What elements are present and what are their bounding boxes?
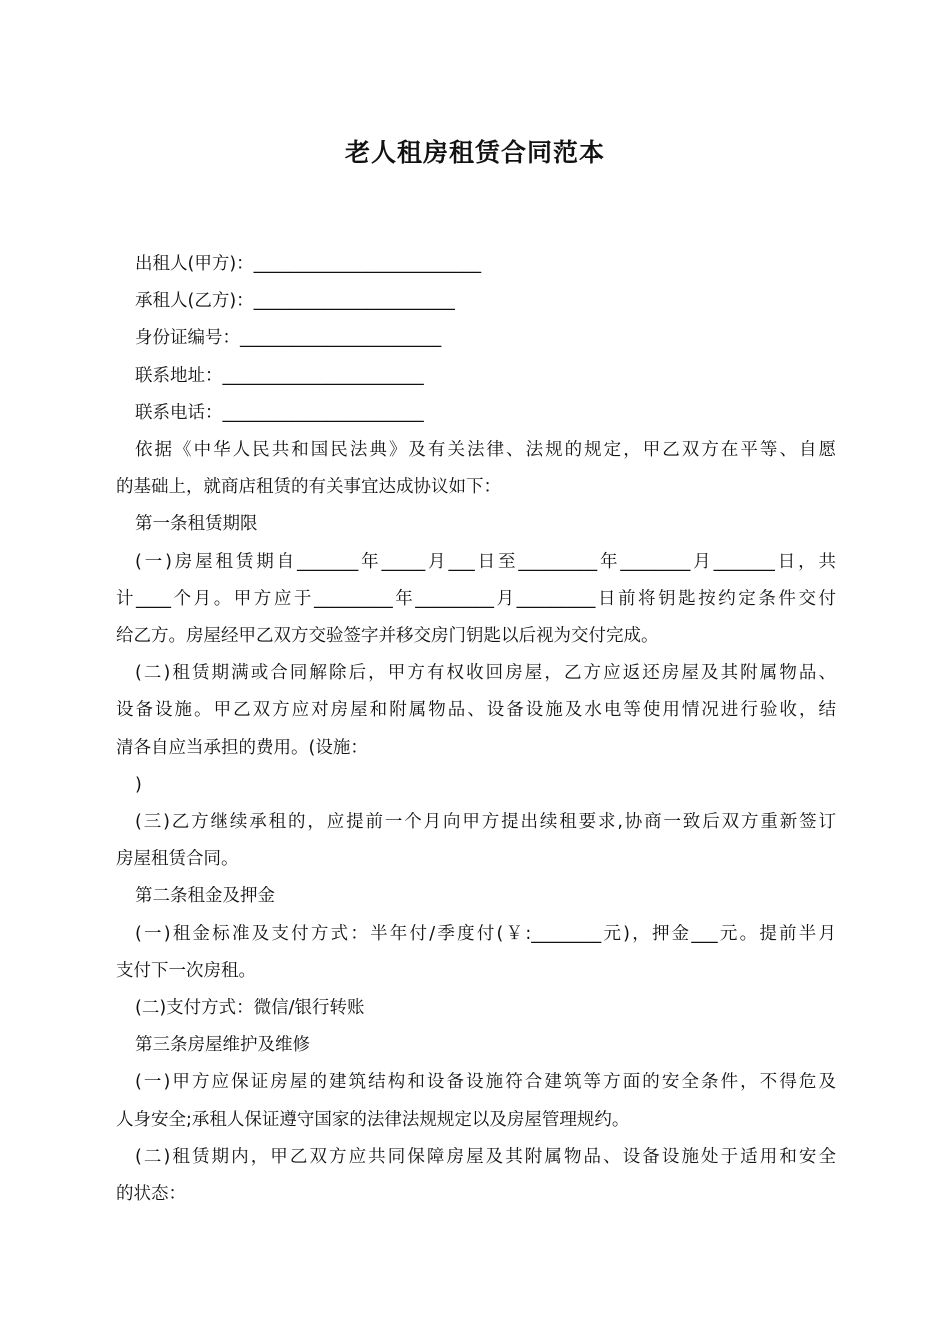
paragraph-line: 的基础上，就商店租赁的有关事宜达成协议如下： bbox=[116, 477, 501, 498]
lessee-line: 承租人(乙方)：_______________________ bbox=[135, 291, 455, 312]
paragraph-line: 人身安全;承租人保证遵守国家的法律法规规定以及房屋管理规约。 bbox=[116, 1109, 630, 1130]
paragraph-line: 依据《中华人民共和国民法典》及有关法律、法规的规定，甲乙双方在平等、自愿 bbox=[135, 440, 836, 461]
paragraph-line: 的状态： bbox=[116, 1184, 186, 1205]
id-number-line: 身份证编号：_______________________ bbox=[135, 328, 442, 349]
paragraph-line: (一)房屋租赁期自_______年_____月___日至_________年________月_______日，共 bbox=[135, 551, 836, 572]
document-title: 老人租房租赁合同范本 bbox=[344, 138, 605, 167]
paragraph-line: 房屋租赁合同。 bbox=[116, 849, 239, 870]
lessor-line: 出租人(甲方)：__________________________ bbox=[135, 254, 482, 274]
paragraph-line: 支付下一次房租。 bbox=[116, 960, 256, 981]
paragraph-line: (一)甲方应保证房屋的建筑结构和设备设施符合建筑等方面的安全条件，不得危及 bbox=[135, 1072, 836, 1093]
paragraph-line: ) bbox=[135, 774, 142, 795]
phone-line: 联系电话：_______________________ bbox=[135, 402, 424, 423]
paragraph-line: (一)租金标准及支付方式：半年付/季度付(￥:________元)，押金___元。提前半月 bbox=[135, 923, 836, 944]
paragraph-line: (三)乙方继续承租的，应提前一个月向甲方提出续租要求,协商一致后双方重新签订 bbox=[135, 812, 836, 833]
document-body bbox=[116, 246, 836, 1213]
paragraph-line: 给乙方。房屋经甲乙双方交验签字并移交房门钥匙以后视为交付完成。 bbox=[116, 626, 659, 647]
paragraph-line: (二)租赁期满或合同解除后，甲方有权收回房屋，乙方应返还房屋及其附属物品、 bbox=[135, 663, 836, 684]
paragraph-line: 清各自应当承担的费用。(设施： bbox=[116, 737, 368, 758]
paragraph-line: 设备设施。甲乙双方应对房屋和附属物品、设备设施及水电等使用情况进行验收，结 bbox=[116, 700, 836, 721]
article-heading: 第三条房屋维护及维修 bbox=[135, 1035, 310, 1056]
paragraph-line: (二)支付方式：微信/银行转账 bbox=[135, 998, 365, 1019]
article-heading: 第二条租金及押金 bbox=[135, 886, 275, 907]
address-line: 联系地址：_______________________ bbox=[135, 365, 424, 386]
paragraph-line: 计____个月。甲方应于_________年_________月_________日前将钥匙按约定条件交付 bbox=[116, 588, 836, 609]
article-heading: 第一条租赁期限 bbox=[135, 514, 258, 535]
paragraph-line: (二)租赁期内，甲乙双方应共同保障房屋及其附属物品、设备设施处于适用和安全 bbox=[135, 1146, 836, 1167]
